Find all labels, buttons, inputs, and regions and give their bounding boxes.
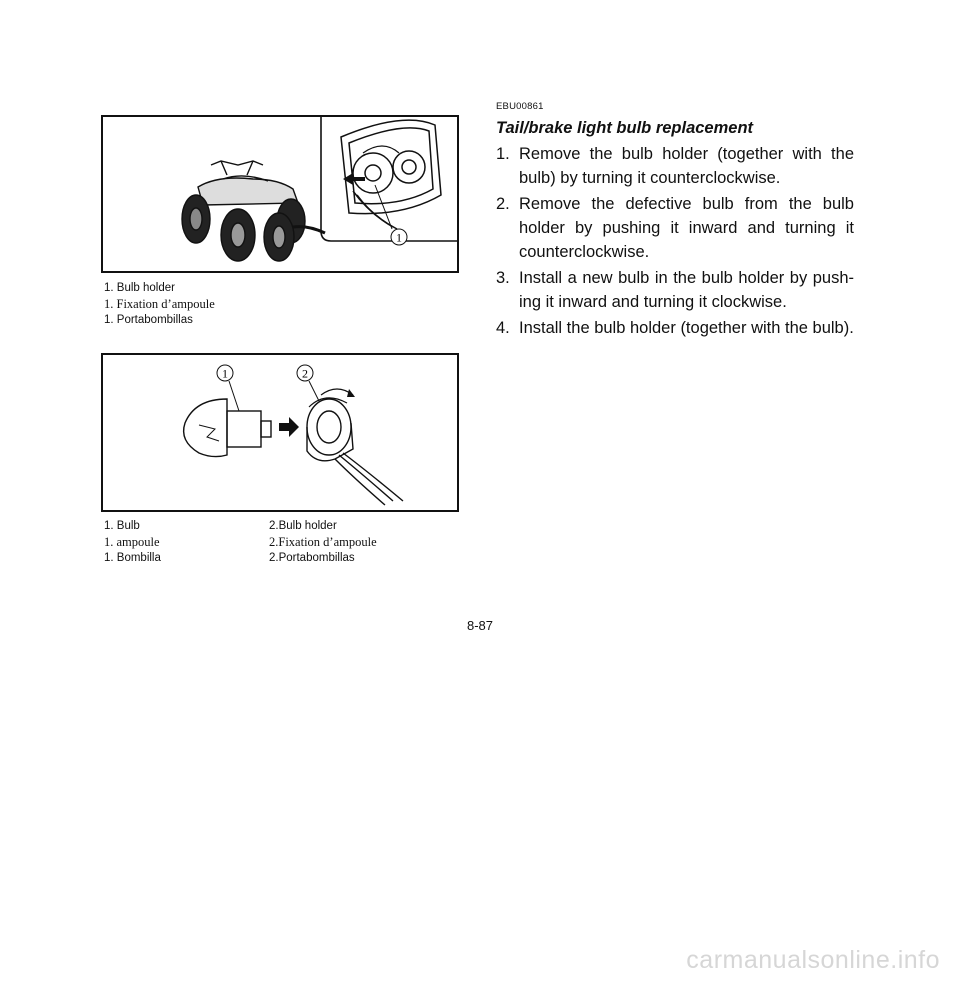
caption-line-fr — [104, 534, 377, 550]
figure1-caption — [104, 280, 215, 328]
step-item — [496, 192, 854, 264]
step-number: 4. — [496, 319, 510, 337]
illustration-atv-taillight — [101, 115, 459, 273]
step-item — [496, 266, 854, 314]
step-number: 3. — [496, 269, 510, 287]
step-number: 1. — [496, 145, 510, 163]
illustration-bulb-holder — [101, 353, 459, 512]
callout-1-label: 1 — [222, 366, 228, 381]
caption-item-1: 1. Bulb — [104, 520, 140, 532]
step-text: Install a new bulb in the bulb holder by push-ing it inward and turning it clockwise. — [519, 269, 854, 311]
step-text: Remove the defective bulb from the bulb holder by pushing it inward and turning it counterclockwise. — [519, 195, 854, 261]
caption-line-fr: 1. Fixation d’ampoule — [104, 297, 215, 311]
figure2-caption — [104, 518, 377, 566]
step-item — [496, 142, 854, 190]
section-title: Tail/brake light bulb replacement — [496, 119, 754, 137]
page-number: 8-87 — [466, 618, 494, 633]
step-item — [496, 316, 854, 340]
caption-line-es: 1. Portabombillas — [104, 314, 193, 326]
caption-item-1: 1. ampoule — [104, 535, 160, 549]
callout-2-label: 2 — [302, 366, 308, 381]
instruction-steps — [496, 142, 854, 342]
caption-line-es — [104, 550, 377, 566]
caption-item-2: 2.Portabombillas — [269, 552, 355, 564]
step-text: Remove the bulb holder (together with the bulb) by turning it counterclockwise. — [519, 145, 854, 187]
bulb-holder-drawing — [103, 355, 457, 510]
callout-1-label: 1 — [396, 230, 402, 245]
step-number: 2. — [496, 195, 510, 213]
caption-line-en — [104, 518, 377, 534]
holder-drawing — [307, 398, 403, 505]
atv-drawing — [182, 161, 325, 261]
caption-item-1: 1. Bombilla — [104, 552, 161, 564]
caption-item-2: 2.Bulb holder — [269, 520, 337, 532]
step-text: Install the bulb holder (together with the bulb). — [519, 319, 854, 337]
caption-line-en: 1. Bulb holder — [104, 282, 175, 294]
document-code: EBU00861 — [496, 101, 544, 112]
caption-item-2: 2.Fixation d’ampoule — [269, 535, 377, 549]
watermark: carmanualsonline.info — [686, 946, 940, 974]
bulb-drawing — [184, 399, 271, 457]
atv-taillight-drawing — [103, 117, 457, 271]
